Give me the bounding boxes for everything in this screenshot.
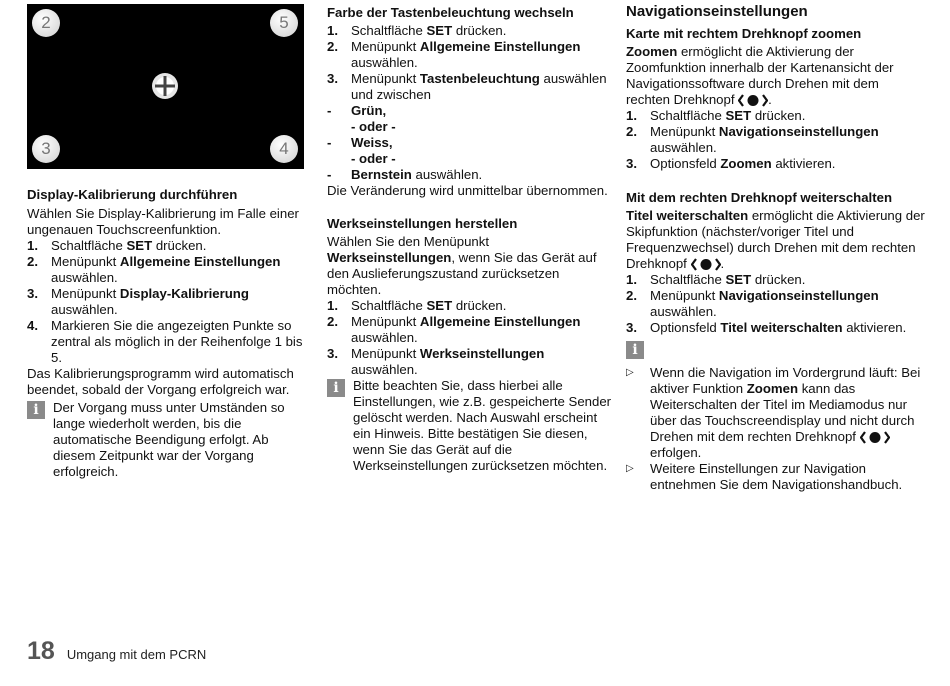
keycolor-section <box>327 5 612 474</box>
list-item: 3. Menüpunkt Werkseinstellungen auswählen. <box>327 346 545 377</box>
calibration-after-text: Das Kalibrierungsprogramm wird automatisch beendet, sobald der Vorgang erfolgreich war. <box>27 366 294 397</box>
keycolor-after-text: Die Veränderung wird unmittelbar übernommen. <box>327 183 608 198</box>
zoom-subtitle: Karte mit rechtem Drehknopf zoomen <box>626 26 862 41</box>
list-item: 1. Schaltfläche SET drücken. <box>626 108 806 123</box>
navigation-title: Navigationseinstellungen <box>626 3 808 20</box>
list-item: 2. Menüpunkt Allgemeine Einstellungen auswählen. <box>327 39 581 70</box>
list-item: 1. Schaltfläche SET drücken. <box>27 238 207 253</box>
calibration-point-2: 2 <box>32 9 60 37</box>
info-icon: i <box>27 401 45 419</box>
zoom-intro: Zoomen ermöglicht die Aktivierung der Zoomfunktion innerhalb der Kartenansicht der Navigationssoftware durch Drehen mit dem rechten Drehknopf . <box>626 44 894 107</box>
calibration-steps <box>27 238 309 366</box>
navigation-note <box>626 340 926 359</box>
calibration-note <box>27 400 309 480</box>
navigation-bullet-1: ▷ Wenn die Navigation im Vordergrund läuft: Bei aktiver Funktion Zoomen kann das Weiterschalten der Titel im Mediamodus nur über das Touchscreendisplay und nicht durch Drehen mit dem rechten Drehknopf erfolgen. <box>626 365 921 460</box>
factory-note-text: Bitte beachten Sie, dass hierbei alle Einstellungen, wie z.B. gespeicherte Sender gelöscht werden. Nach Auswahl erscheint ein Hinweis. Bitte bestätigen Sie diesen, wenn Sie das Gerät auf die Werkseinstellungen zurücksetzen möchten. <box>353 378 612 473</box>
navigation-section <box>626 3 926 493</box>
footer-title: Umgang mit dem PCRN <box>66 647 207 662</box>
list-item: 2. Menüpunkt Navigationseinstellungen auswählen. <box>626 288 879 319</box>
keycolor-steps <box>327 23 612 103</box>
skip-steps <box>626 272 926 336</box>
calibration-point-1 <box>151 72 179 100</box>
list-item: 3. Optionsfeld Titel weiterschalten aktivieren. <box>626 320 907 335</box>
page-number: 18 <box>27 637 55 665</box>
rotary-knob-icon <box>860 431 890 444</box>
calibration-point-3: 3 <box>32 135 60 163</box>
factory-note <box>327 378 612 474</box>
calibration-section <box>27 187 309 480</box>
calibration-point-4: 4 <box>270 135 298 163</box>
option-amber: - Bernstein auswählen. <box>327 167 483 182</box>
factory-intro: Wählen Sie den Menüpunkt Werkseinstellungen, wenn Sie das Gerät auf den Auslieferungszustand zurücksetzen möchten. <box>327 234 597 297</box>
list-item: 3. Optionsfeld Zoomen aktivieren. <box>626 156 836 171</box>
page-footer <box>27 637 207 665</box>
list-item: 1. Schaltfläche SET drücken. <box>626 272 806 287</box>
zoom-steps <box>626 108 926 172</box>
keycolor-title: Farbe der Tastenbeleuchtung wechseln <box>327 5 574 20</box>
keycolor-options <box>327 103 612 183</box>
option-separator: - oder - <box>351 151 396 166</box>
triangle-bullet-icon: ▷ <box>626 463 634 474</box>
option-green: - Grün, <box>327 103 387 118</box>
factory-title: Werkseinstellungen herstellen <box>327 216 518 231</box>
option-separator: - oder - <box>351 119 396 134</box>
rotary-knob-icon <box>738 94 768 107</box>
list-item: 1. Schaltfläche SET drücken. <box>327 298 507 313</box>
skip-subtitle: Mit dem rechten Drehknopf weiterschalten <box>626 190 893 205</box>
calibration-intro: Wählen Sie Display-Kalibrierung im Falle einer ungenauen Touchscreenfunktion. <box>27 206 299 237</box>
triangle-bullet-icon: ▷ <box>626 367 634 378</box>
factory-section <box>327 216 612 474</box>
calibration-note-text: Der Vorgang muss unter Umständen so lange wiederholt werden, bis die automatische Beendigung erfolgt. Ab diesem Zeitpunkt war der Vorgang erfolgreich. <box>53 400 285 479</box>
calibration-title: Display-Kalibrierung durchführen <box>27 187 238 202</box>
list-item: 1. Schaltfläche SET drücken. <box>327 23 507 38</box>
navigation-bullet-2: ▷ Weitere Einstellungen zur Navigation entnehmen Sie dem Navigationshandbuch. <box>626 461 903 492</box>
list-item: 3. Menüpunkt Tastenbeleuchtung auswählen und zwischen <box>327 71 607 102</box>
calibration-point-5: 5 <box>270 9 298 37</box>
list-item: 2. Menüpunkt Allgemeine Einstellungen auswählen. <box>27 254 281 285</box>
list-item: 2. Menüpunkt Navigationseinstellungen auswählen. <box>626 124 879 155</box>
calibration-screen-figure <box>27 4 304 169</box>
info-icon: i <box>626 341 644 359</box>
option-white: - Weiss, <box>327 135 393 150</box>
list-item: 2. Menüpunkt Allgemeine Einstellungen auswählen. <box>327 314 581 345</box>
list-item: 3. Menüpunkt Display-Kalibrierung auswählen. <box>27 286 249 317</box>
skip-intro: Titel weiterschalten ermöglicht die Aktivierung der Skipfunktion (nächster/voriger Titel und Frequenzwechsel) durch Drehen mit dem rechten Drehknopf . <box>626 208 925 271</box>
info-icon: i <box>327 379 345 397</box>
list-item: 4. Markieren Sie die angezeigten Punkte so zentral als möglich in der Reihenfolge 1 bis 5. <box>27 318 303 365</box>
factory-steps <box>327 298 612 378</box>
rotary-knob-icon <box>691 258 721 271</box>
